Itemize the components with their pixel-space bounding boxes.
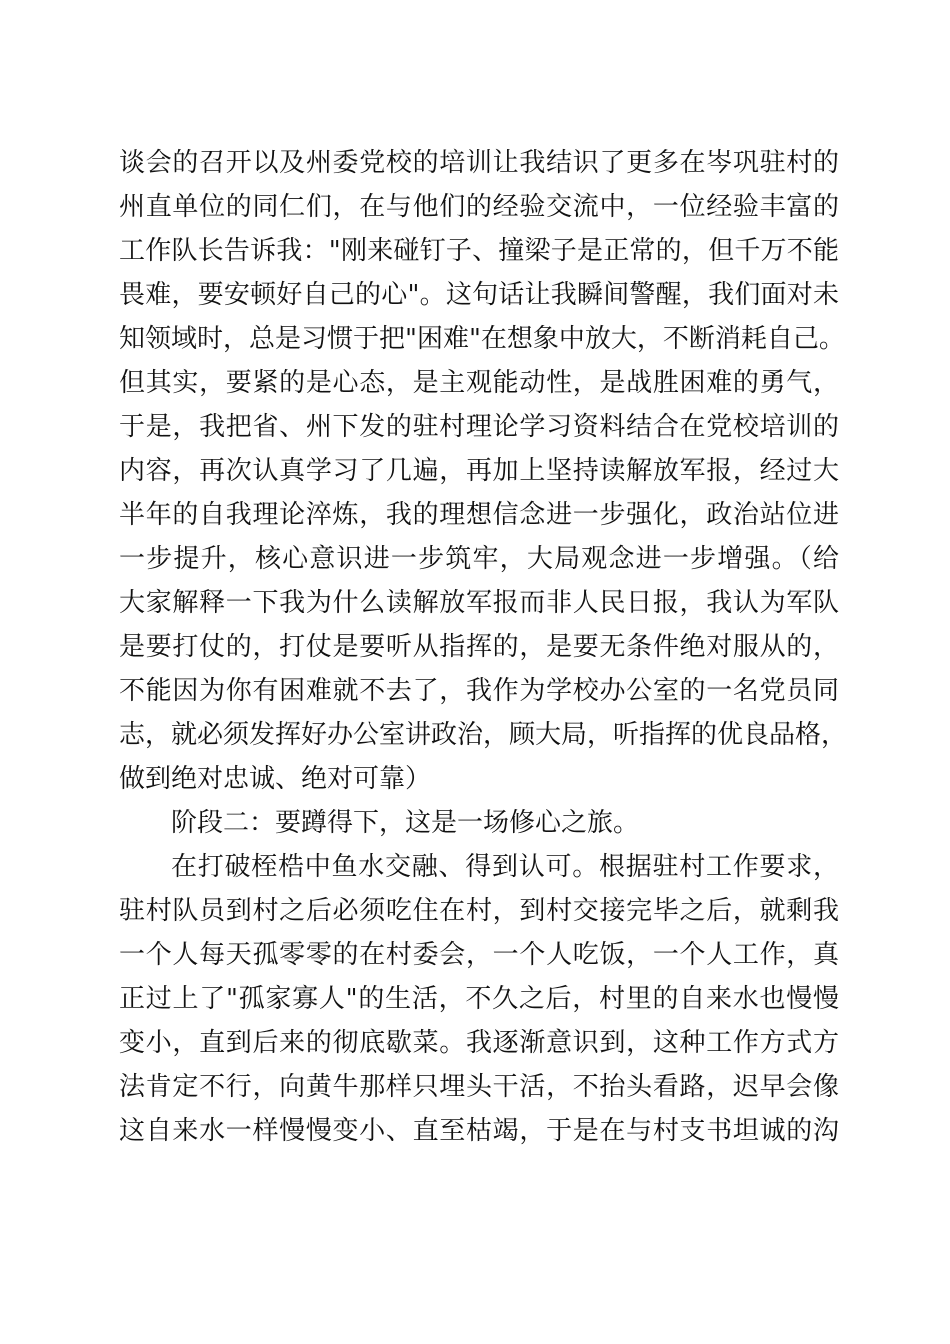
text-line: 一步提升，核心意识进一步筑牢，大局观念进一步增强。（给 (119, 544, 839, 574)
section-heading: 阶段二：要蹲得下，这是一场修心之旅。 (171, 808, 640, 838)
paragraph-first-line: 在打破桎梏中鱼水交融、得到认可。根据驻村工作要求， (171, 852, 839, 882)
text-line: 大家解释一下我为什么读解放军报而非人民日报，我认为军队 (119, 588, 839, 618)
text-line: 工作队长告诉我："刚来碰钉子、撞梁子是正常的，但千万不能 (119, 236, 839, 266)
text-line: 谈会的召开以及州委党校的培训让我结识了更多在岑巩驻村的 (119, 148, 839, 178)
text-line: 畏难，要安顿好自己的心"。这句话让我瞬间警醒，我们面对未 (119, 280, 839, 310)
text-line: 知领域时，总是习惯于把"困难"在想象中放大，不断消耗自己。 (119, 324, 845, 354)
text-line: 州直单位的同仁们，在与他们的经验交流中，一位经验丰富的 (119, 192, 839, 222)
text-line: 这自来水一样慢慢变小、直至枯竭，于是在与村支书坦诚的沟 (119, 1116, 839, 1146)
text-line: 法肯定不行，向黄牛那样只埋头干活，不抬头看路，迟早会像 (119, 1072, 839, 1102)
text-line: 但其实，要紧的是心态，是主观能动性，是战胜困难的勇气， (119, 368, 839, 398)
text-line: 一个人每天孤零零的在村委会，一个人吃饭，一个人工作，真 (119, 940, 839, 970)
text-line: 志，就必须发挥好办公室讲政治，顾大局，听指挥的优良品格， (119, 720, 848, 750)
text-line: 是要打仗的，打仗是要听从指挥的，是要无条件绝对服从的， (119, 632, 839, 662)
text-line: 不能因为你有困难就不去了，我作为学校办公室的一名党员同 (119, 676, 839, 706)
text-line: 于是，我把省、州下发的驻村理论学习资料结合在党校培训的 (119, 412, 839, 442)
text-line: 半年的自我理论淬炼，我的理想信念进一步强化，政治站位进 (119, 500, 839, 530)
text-line: 变小，直到后来的彻底歇菜。我逐渐意识到，这种工作方式方 (119, 1028, 839, 1058)
paragraph-end-line: 做到绝对忠诚、绝对可靠） (119, 764, 432, 794)
text-line: 驻村队员到村之后必须吃住在村，到村交接完毕之后，就剩我 (119, 896, 839, 926)
text-line: 正过上了"孤家寡人"的生活，不久之后，村里的自来水也慢慢 (119, 984, 839, 1014)
text-line: 内容，再次认真学习了几遍，再加上坚持读解放军报，经过大 (119, 456, 839, 486)
